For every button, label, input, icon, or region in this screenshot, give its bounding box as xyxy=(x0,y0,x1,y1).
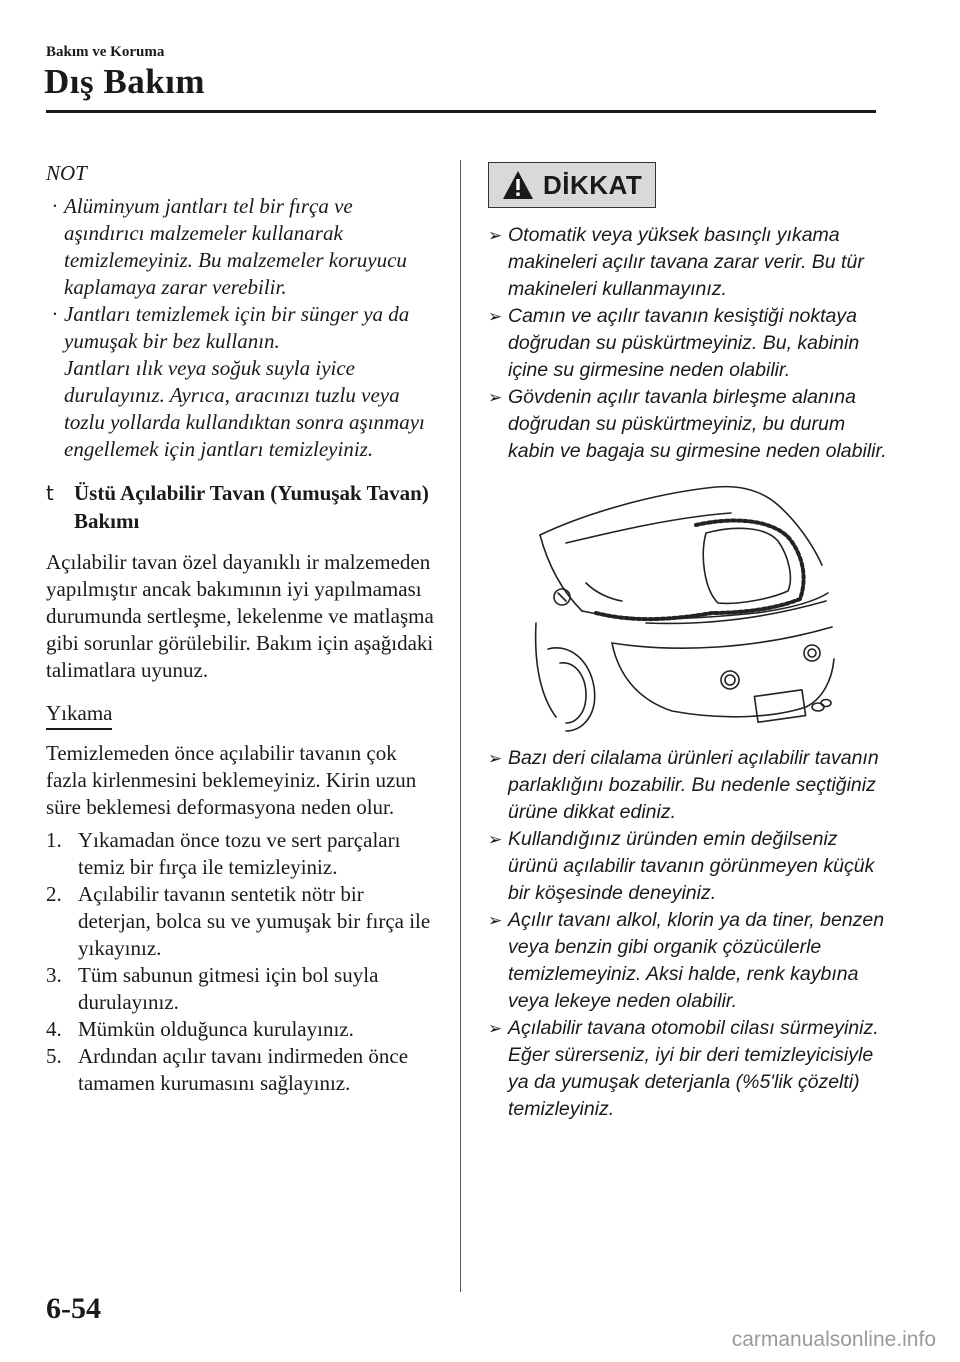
caution-item xyxy=(488,826,888,907)
note-list xyxy=(46,193,438,463)
caution-label: DİKKAT xyxy=(543,169,643,200)
watermark: carmanualsonline.info xyxy=(731,1328,936,1351)
caution-box xyxy=(488,162,656,208)
step-number: 2. xyxy=(46,882,62,906)
left-column xyxy=(46,160,438,1097)
step-text: Tüm sabunun gitmesi için bol suyla durulayınız. xyxy=(78,963,379,1014)
caution-item xyxy=(488,384,888,465)
note-title: NOT xyxy=(46,161,87,185)
section-heading xyxy=(46,479,438,535)
step-text: Ardından açılır tavanı indirmeden önce tamamen kurumasını sağlayınız. xyxy=(78,1044,409,1095)
caution-text: Camın ve açılır tavanın kesiştiği noktaya doğrudan su püskürtmeyiniz. Bu, kabinin içine su girmesine neden olabilir. xyxy=(508,305,860,381)
arrow-bullet-icon: ➢ xyxy=(488,911,503,931)
page-title: Dış Bakım xyxy=(44,62,206,101)
header-rule xyxy=(46,110,876,113)
column-divider xyxy=(460,160,461,1292)
step-text: Mümkün olduğunca kurulayınız. xyxy=(78,1017,354,1041)
arrow-bullet-icon: ➢ xyxy=(488,226,503,246)
step-item xyxy=(46,1043,438,1097)
note-text: Alüminyum jantları tel bir fırça ve aşındırıcı malzemeler kullanarak temizlemeyiniz. Bu malzemeler koruyucu kaplamaya zarar verebilir. xyxy=(64,194,407,299)
caution-text: Gövdenin açılır tavanla birleşme alanına doğrudan su püskürtmeyiniz, bu durum kabin ve bagaja su girmesine neden olabilir. xyxy=(508,386,887,462)
step-item xyxy=(46,962,438,1016)
breadcrumb: Bakım ve Koruma xyxy=(46,44,165,60)
caution-text: Bazı deri cilalama ürünleri açılabilir tavanın parlaklığını bozabilir. Bu nedenle seçtiğiniz ürüne dikkat ediniz. xyxy=(508,747,879,823)
caution-text: Eğer sürerseniz, iyi bir deri temizleyicisiyle ya da yumuşak deterjanla (%5'lik çözelti) temizleyiniz. xyxy=(508,1044,874,1120)
page-number: 6-54 xyxy=(46,1292,101,1325)
caution-text: Kullandığınız üründen emin değilseniz ürünü açılabilir tavanın görünmeyen küçük bir köşesinde deneyiniz. xyxy=(508,828,875,904)
step-item xyxy=(46,881,438,962)
caution-item xyxy=(488,1015,888,1123)
step-item xyxy=(46,1016,438,1043)
section-marker-icon: t xyxy=(46,481,54,505)
bullet-dot-icon: · xyxy=(52,194,58,218)
arrow-bullet-icon: ➢ xyxy=(488,1019,503,1039)
step-number: 5. xyxy=(46,1044,62,1068)
section-title: Üstü Açılabilir Tavan (Yumuşak Tavan) Bakımı xyxy=(74,481,429,533)
steps-list xyxy=(46,827,438,1097)
note-item xyxy=(46,301,438,463)
caution-item xyxy=(488,745,888,826)
caution-list-bottom xyxy=(488,745,888,1123)
car-soft-top-illustration xyxy=(526,473,838,733)
caution-item xyxy=(488,303,888,384)
arrow-bullet-icon: ➢ xyxy=(488,749,503,769)
section-body: Açılabilir tavan özel dayanıklı ir malzemeden yapılmıştır ancak bakımının iyi yapılmaması durumunda sertleşme, lekelenme ve matlaşma gibi sorunlar görülebilir. Bakım için aşağıdaki talimatlara uyunuz. xyxy=(46,550,434,682)
caution-list-top xyxy=(488,222,888,465)
step-number: 1. xyxy=(46,828,62,852)
caution-text: Otomatik veya yüksek basınçlı yıkama makineleri açılır tavana zarar verir. Bu tür makineleri kullanmayınız. xyxy=(508,224,864,300)
caution-item xyxy=(488,222,888,303)
arrow-bullet-icon: ➢ xyxy=(488,830,503,850)
arrow-bullet-icon: ➢ xyxy=(488,388,503,408)
note-text: Jantları temizlemek için bir sünger ya da yumuşak bir bez kullanın. xyxy=(64,302,410,353)
step-text: Yıkamadan önce tozu ve sert parçaları temiz bir fırça ile temizleyiniz. xyxy=(78,828,401,879)
note-item xyxy=(46,193,438,301)
step-number: 4. xyxy=(46,1017,62,1041)
note-text: Jantları ılık veya soğuk suyla iyice durulayınız. Ayrıca, aracınızı tuzlu veya tozlu yollarda kullandıktan sonra aşınmayı engellemek için jantları temizleyiniz. xyxy=(64,356,425,461)
step-item xyxy=(46,827,438,881)
bullet-dot-icon: · xyxy=(52,302,58,326)
subsection-title: Yıkama xyxy=(46,700,112,730)
step-text: Açılabilir tavanın sentetik nötr bir deterjan, bolca su ve yumuşak bir fırça ile yıkayınız. xyxy=(78,882,431,960)
caution-item xyxy=(488,907,888,1015)
warning-triangle-icon xyxy=(501,169,535,201)
step-number: 3. xyxy=(46,963,62,987)
caution-text: Açılır tavanı alkol, klorin ya da tiner, benzen veya benzin gibi organik çözücülerle temizlemeyiniz. Aksi halde, renk kaybına veya lekeye neden olabilir. xyxy=(508,909,885,1012)
arrow-bullet-icon: ➢ xyxy=(488,307,503,327)
subsection-body: Temizlemeden önce açılabilir tavanın çok fazla kirlenmesini beklemeyiniz. Kirin uzun süre beklemesi deformasyona neden olur. xyxy=(46,741,417,819)
right-column xyxy=(488,162,888,1123)
caution-text: Açılabilir tavana otomobil cilası sürmeyiniz. xyxy=(508,1017,879,1039)
